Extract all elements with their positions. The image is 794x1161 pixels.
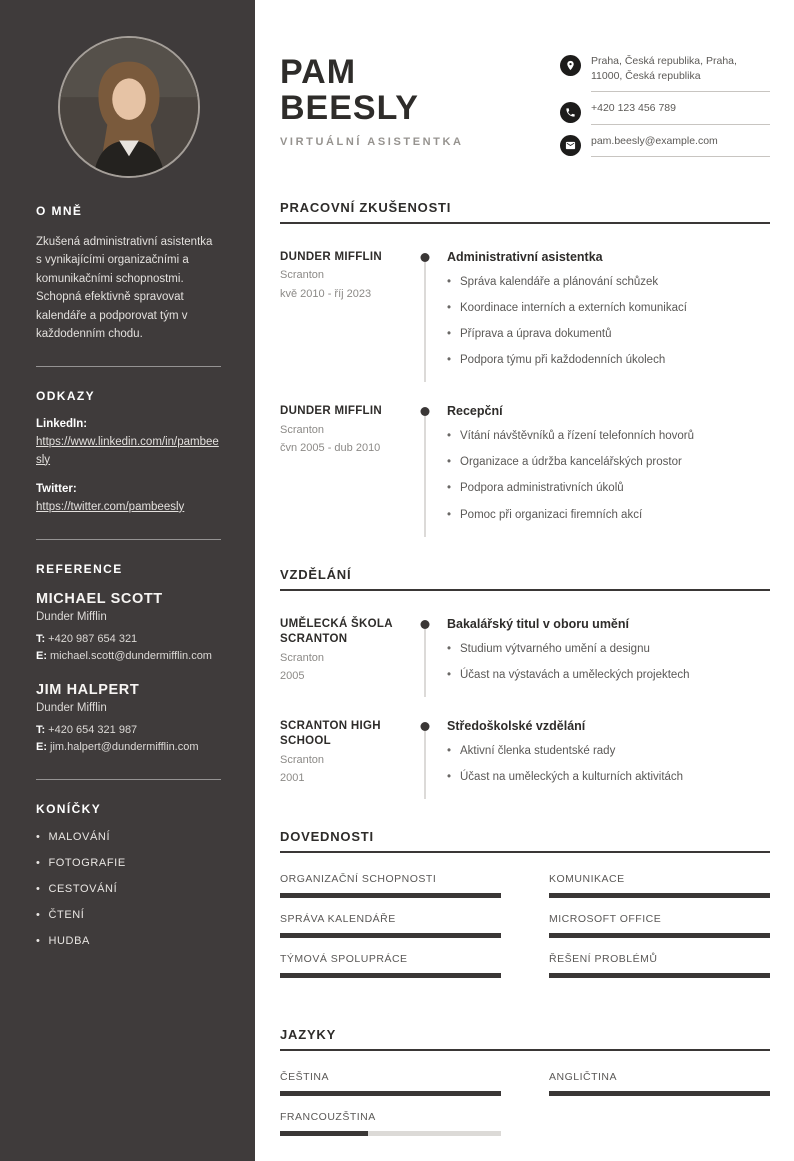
- education-dates: 2001: [280, 772, 305, 785]
- main-content: [255, 0, 794, 1161]
- skill-bar-fill: [280, 893, 501, 898]
- education-detail-list: [447, 743, 770, 785]
- name-block: [280, 44, 464, 166]
- skill-bar: [549, 933, 770, 938]
- duty-list: [447, 428, 770, 522]
- experience-title: PRACOVNÍ ZKUŠENOSTI: [280, 200, 770, 224]
- education-section: [280, 567, 770, 795]
- skills-grid: [280, 873, 770, 993]
- skill-item: [549, 913, 770, 938]
- link-label: Twitter:: [36, 482, 77, 495]
- company-name: DUNDER MIFFLIN: [280, 250, 382, 263]
- duty-item: • Vítání návštěvníků a řízení telefonních hovorů: [447, 428, 770, 444]
- skill-bar: [280, 893, 501, 898]
- skills-section: [280, 829, 770, 993]
- experience-section: [280, 200, 770, 533]
- employment-dates: čvn 2005 - dub 2010: [280, 442, 381, 455]
- entry-left: [280, 404, 412, 532]
- job-title: VIRTUÁLNÍ ASISTENTKA: [280, 136, 464, 149]
- sidebar-divider: [36, 539, 221, 540]
- skill-bar: [549, 893, 770, 898]
- skill-bar: [549, 973, 770, 978]
- skill-item: [280, 913, 501, 938]
- education-title: VZDĚLÁNÍ: [280, 567, 770, 591]
- duty-item: • Organizace a údržba kancelářských prostor: [447, 454, 770, 470]
- entry-body: [438, 617, 770, 693]
- reference-company: Dunder Mifflin: [36, 702, 107, 715]
- skills-title: DOVEDNOSTI: [280, 829, 770, 853]
- contact-phone-row: [560, 101, 770, 124]
- employment-dates: kvě 2010 - říj 2023: [280, 287, 372, 300]
- education-detail: • Aktivní členka studentské rady: [447, 743, 770, 759]
- languages-title: JAZYKY: [280, 1027, 770, 1051]
- duty-item: • Podpora týmu při každodenních úkolech: [447, 352, 770, 368]
- language-bar-fill: [280, 1091, 501, 1096]
- reference-company: Dunder Mifflin: [36, 611, 107, 624]
- language-item: [280, 1071, 501, 1096]
- phone-label: T:: [36, 724, 46, 737]
- reference-email: [36, 739, 221, 756]
- experience-entry: [280, 250, 770, 378]
- entry-left: [280, 617, 412, 693]
- hobby-item: • HUDBA: [36, 935, 221, 947]
- email-value: michael.scott@dundermifflin.com: [50, 650, 212, 663]
- phone-value: +420 987 654 321: [48, 633, 138, 646]
- timeline-dot: [421, 620, 430, 629]
- reference-email: [36, 648, 221, 665]
- skill-name: ŘEŠENÍ PROBLÉMŮ: [549, 953, 658, 965]
- skill-name: KOMUNIKACE: [549, 873, 625, 885]
- contact-info: [560, 44, 770, 166]
- language-bar: [280, 1131, 501, 1136]
- contact-address: Praha, Česká republika, Praha, 11000, Česká republika: [591, 54, 770, 92]
- hobby-item: • FOTOGRAFIE: [36, 857, 221, 869]
- hobbies-title: KONÍČKY: [36, 802, 102, 817]
- skill-item: [549, 873, 770, 898]
- profile-photo: [58, 36, 200, 178]
- degree-title: Bakalářský titul v oboru umění: [447, 616, 629, 631]
- contact-email-row: [560, 134, 770, 157]
- link-item-twitter: [36, 483, 221, 516]
- language-bar-fill: [280, 1131, 368, 1136]
- link-label: LinkedIn:: [36, 418, 88, 431]
- school-location: Scranton: [280, 651, 325, 664]
- timeline: [412, 250, 438, 378]
- skill-item: [280, 953, 501, 978]
- link-item-linkedin: [36, 418, 221, 469]
- skill-item: [549, 953, 770, 978]
- email-label: E:: [36, 741, 47, 754]
- skill-bar-fill: [549, 893, 770, 898]
- skill-name: TÝMOVÁ SPOLUPRÁCE: [280, 953, 408, 965]
- timeline: [412, 617, 438, 693]
- reference-item: [36, 682, 221, 756]
- duty-item: • Příprava a úprava dokumentů: [447, 326, 770, 342]
- sidebar-divider: [36, 779, 221, 780]
- language-bar-fill: [549, 1091, 770, 1096]
- skill-name: SPRÁVA KALENDÁŘE: [280, 913, 396, 925]
- hobby-item: • MALOVÁNÍ: [36, 831, 221, 843]
- reference-name: JIM HALPERT: [36, 682, 140, 699]
- references-title: REFERENCE: [36, 562, 123, 577]
- company-location: Scranton: [280, 423, 325, 436]
- language-bar: [280, 1091, 501, 1096]
- language-name: ANGLIČTINA: [549, 1071, 618, 1083]
- skill-bar: [280, 973, 501, 978]
- email-label: E:: [36, 650, 47, 663]
- reference-phone: [36, 722, 221, 739]
- about-text: Zkušená administrativní asistentka s vynikajícími organizačními a komunikačními schopnostmi. Schopná efektivně spravovat kalendáře a podporovat tým v každodenním chodu.: [36, 236, 213, 340]
- reference-phone: [36, 631, 221, 648]
- location-icon: [560, 55, 581, 76]
- experience-entry: [280, 404, 770, 532]
- skill-bar-fill: [280, 973, 501, 978]
- phone-label: T:: [36, 633, 46, 646]
- education-detail-list: [447, 641, 770, 683]
- duty-item: • Správa kalendáře a plánování schůzek: [447, 274, 770, 290]
- about-title: O MNĚ: [36, 204, 83, 218]
- entry-left: [280, 250, 412, 378]
- sidebar: [0, 0, 255, 1161]
- school-name: SCRANTON HIGH SCHOOL: [280, 719, 381, 748]
- about-section: [36, 204, 221, 343]
- timeline: [412, 404, 438, 532]
- entry-body: [438, 404, 770, 532]
- company-location: Scranton: [280, 269, 325, 282]
- degree-title: Středoškolské vzdělání: [447, 718, 586, 733]
- school-name: UMĚLECKÁ ŠKOLA SCRANTON: [280, 617, 393, 646]
- timeline: [412, 719, 438, 795]
- education-entry: [280, 617, 770, 693]
- references-section: [36, 562, 221, 756]
- links-section: [36, 389, 221, 516]
- first-name: PAM: [280, 53, 357, 91]
- company-name: DUNDER MIFFLIN: [280, 405, 382, 418]
- resume-header: [280, 44, 770, 166]
- language-bar: [549, 1091, 770, 1096]
- entry-body: [438, 719, 770, 795]
- skill-name: MICROSOFT OFFICE: [549, 913, 662, 925]
- job-role: Administrativní asistentka: [447, 249, 603, 264]
- language-name: FRANCOUZŠTINA: [280, 1111, 376, 1123]
- sidebar-divider: [36, 366, 221, 367]
- languages-section: [280, 1027, 770, 1151]
- linkedin-link[interactable]: https://www.linkedin.com/in/pambeesly: [36, 436, 219, 466]
- skill-bar-fill: [280, 933, 501, 938]
- duty-item: • Koordinace interních a externích komunikací: [447, 300, 770, 316]
- language-item: [280, 1111, 501, 1136]
- entry-body: [438, 250, 770, 378]
- links-title: ODKAZY: [36, 389, 96, 404]
- skill-bar-fill: [549, 973, 770, 978]
- language-item: [549, 1071, 770, 1096]
- skill-bar-fill: [549, 933, 770, 938]
- hobby-item: • CESTOVÁNÍ: [36, 883, 221, 895]
- school-location: Scranton: [280, 753, 325, 766]
- timeline-dot: [421, 407, 430, 416]
- languages-grid: [280, 1071, 770, 1151]
- skill-item: [280, 873, 501, 898]
- contact-email: pam.beesly@example.com: [591, 134, 770, 157]
- last-name: BEESLY: [280, 89, 419, 128]
- skill-bar: [280, 933, 501, 938]
- email-icon: [560, 135, 581, 156]
- education-detail: • Účast na výstavách a uměleckých projektech: [447, 667, 770, 683]
- education-dates: 2005: [280, 670, 305, 683]
- profile-photo-image: [60, 38, 198, 176]
- reference-name: MICHAEL SCOTT: [36, 591, 163, 608]
- hobbies-section: [36, 802, 221, 947]
- skill-name: ORGANIZAČNÍ SCHOPNOSTI: [280, 873, 437, 885]
- timeline-dot: [421, 253, 430, 262]
- entry-left: [280, 719, 412, 795]
- reference-item: [36, 591, 221, 665]
- contact-phone: +420 123 456 789: [591, 101, 770, 124]
- contact-address-row: [560, 54, 770, 92]
- education-entry: [280, 719, 770, 795]
- job-role: Recepční: [447, 404, 503, 419]
- education-detail: • Studium výtvarného umění a designu: [447, 641, 770, 657]
- duty-list: [447, 274, 770, 368]
- duty-item: • Podpora administrativních úkolů: [447, 480, 770, 496]
- hobby-item: • ČTENÍ: [36, 909, 221, 921]
- education-detail: • Účast na uměleckých a kulturních aktivitách: [447, 769, 770, 785]
- email-value: jim.halpert@dundermifflin.com: [50, 741, 199, 754]
- duty-item: • Pomoc při organizaci firemních akcí: [447, 507, 770, 523]
- phone-value: +420 654 321 987: [48, 724, 138, 737]
- language-name: ČEŠTINA: [280, 1071, 330, 1083]
- timeline-dot: [421, 722, 430, 731]
- phone-icon: [560, 102, 581, 123]
- twitter-link[interactable]: https://twitter.com/pambeesly: [36, 500, 185, 513]
